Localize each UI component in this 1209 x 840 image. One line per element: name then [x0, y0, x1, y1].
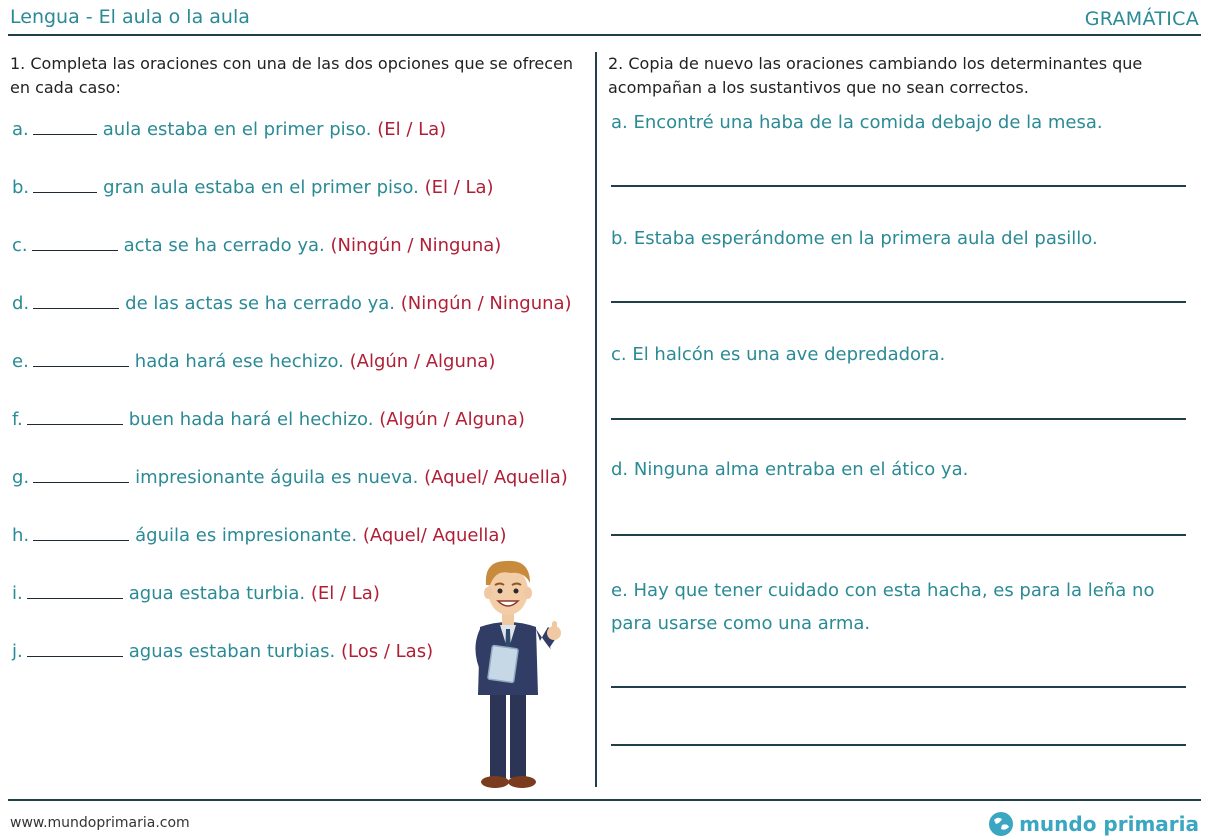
rewrite-sentence-a: a. Encontré una haba de la comida debajo de la mesa.: [611, 112, 1103, 133]
exercise-item: [12, 351, 495, 372]
exercise-item: [12, 525, 507, 546]
column-divider: [595, 52, 597, 787]
rewrite-sentence-b: b. Estaba esperándome en la primera aula del pasillo.: [611, 228, 1098, 249]
item-letter: b.: [12, 177, 30, 198]
worksheet-title: Lengua - El aula o la aula: [10, 6, 250, 28]
item-options: (Algún / Alguna): [379, 409, 525, 430]
item-text: agua estaba turbia.: [128, 583, 306, 604]
answer-blank[interactable]: [27, 411, 123, 425]
bottom-divider: [8, 799, 1201, 801]
item-text: hada hará ese hechizo.: [134, 351, 344, 372]
answer-blank[interactable]: [33, 179, 97, 193]
rewrite-sentence-e: e. Hay que tener cuidado con esta hacha, es para la leña no para usarse como una arma.: [611, 580, 1155, 634]
answer-blank[interactable]: [33, 353, 129, 367]
logo-text: mundo primaria: [1019, 812, 1199, 836]
answer-blank[interactable]: [33, 469, 129, 483]
answer-line[interactable]: [611, 418, 1186, 420]
item-text: aguas estaban turbias.: [128, 641, 336, 662]
item-text: de las actas se ha cerrado ya.: [125, 293, 396, 314]
item-text: aula estaba en el primer piso.: [102, 119, 372, 140]
answer-blank[interactable]: [33, 295, 119, 309]
exercise-item: [12, 293, 572, 314]
item-text: buen hada hará el hechizo.: [128, 409, 374, 430]
item-options: (El / La): [424, 177, 494, 198]
exercise-item: [12, 119, 446, 140]
item-text: águila es impresionante.: [135, 525, 358, 546]
answer-blank[interactable]: [27, 643, 123, 657]
item-letter: d.: [12, 293, 30, 314]
rewrite-sentence-d: d. Ninguna alma entraba en el ático ya.: [611, 459, 969, 480]
item-text: gran aula estaba en el primer piso.: [103, 177, 419, 198]
item-letter: f.: [12, 409, 23, 430]
item-letter: j.: [12, 641, 23, 662]
item-options: (Los / Las): [341, 641, 434, 662]
top-divider: [8, 34, 1201, 36]
answer-blank[interactable]: [33, 121, 97, 135]
item-options: (Ningún / Ninguna): [330, 235, 502, 256]
item-letter: a.: [12, 119, 29, 140]
answer-blank[interactable]: [27, 585, 123, 599]
item-text: impresionante águila es nueva.: [135, 467, 419, 488]
exercise-item: [12, 235, 501, 256]
section-2-instruction: 2. Copia de nuevo las oraciones cambiando los determinantes que acompañan a los sustantivos que no sean correctos.: [608, 54, 1143, 97]
section-1-instruction: 1. Completa las oraciones con una de las dos opciones que se ofrecen en cada caso:: [10, 54, 574, 97]
globe-icon: [987, 810, 1015, 838]
item-text: acta se ha cerrado ya.: [123, 235, 325, 256]
item-options: (El / La): [377, 119, 447, 140]
exercise-item: [12, 177, 494, 198]
item-options: (Algún / Alguna): [349, 351, 496, 372]
item-options: (Aquel/ Aquella): [424, 467, 568, 488]
rewrite-sentence-c: c. El halcón es una ave depredadora.: [611, 344, 946, 365]
item-options: (Ningún / Ninguna): [400, 293, 572, 314]
exercise-item: [12, 409, 525, 430]
item-letter: i.: [12, 583, 23, 604]
item-options: (El / La): [310, 583, 380, 604]
exercise-item: [12, 583, 380, 604]
exercise-item: [12, 467, 568, 488]
answer-blank[interactable]: [32, 237, 118, 251]
mundo-primaria-logo[interactable]: [987, 810, 1199, 838]
item-letter: g.: [12, 467, 30, 488]
teacher-illustration: [462, 555, 572, 795]
footer-url[interactable]: www.mundoprimaria.com: [10, 815, 190, 831]
answer-line[interactable]: [611, 686, 1186, 688]
answer-line[interactable]: [611, 744, 1186, 746]
item-letter: e.: [12, 351, 29, 372]
answer-blank[interactable]: [33, 527, 129, 541]
exercise-item: [12, 641, 433, 662]
item-letter: c.: [12, 235, 28, 256]
subject-label: GRAMÁTICA: [1084, 8, 1199, 30]
answer-line[interactable]: [611, 185, 1186, 187]
answer-line[interactable]: [611, 301, 1186, 303]
item-options: (Aquel/ Aquella): [362, 525, 507, 546]
answer-line[interactable]: [611, 534, 1186, 536]
item-letter: h.: [12, 525, 30, 546]
